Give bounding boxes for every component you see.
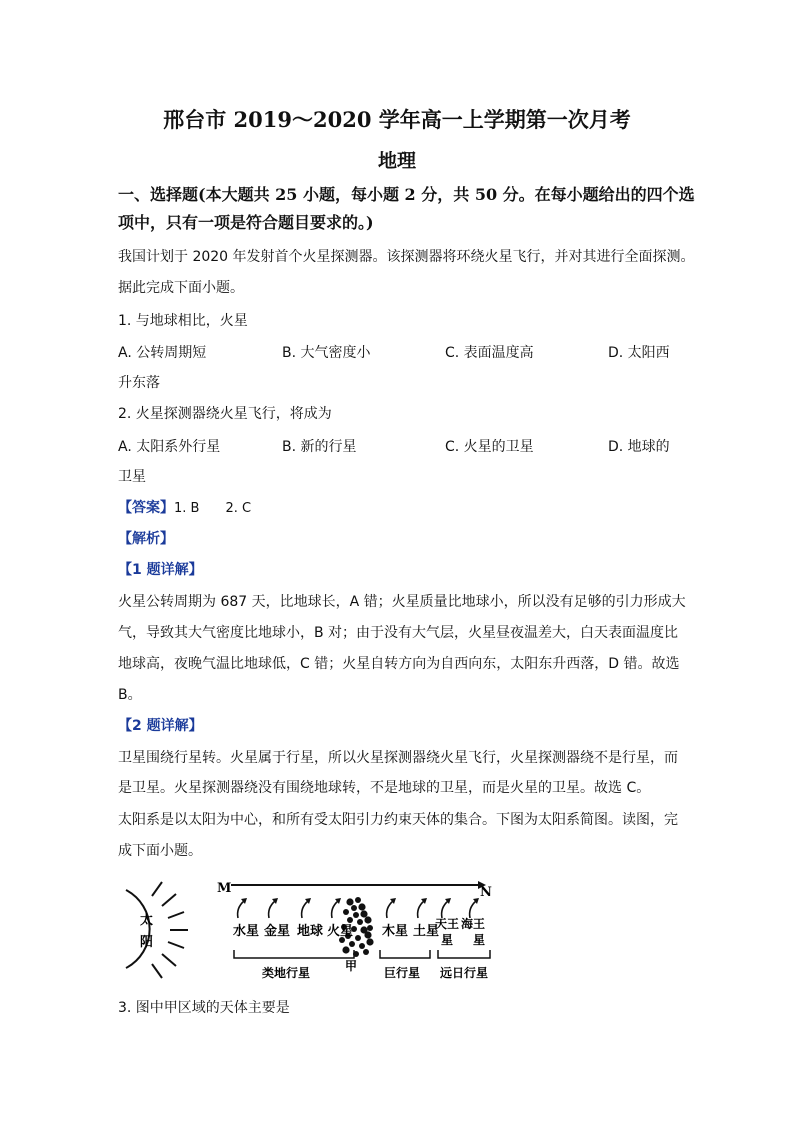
asteroid-dot bbox=[367, 925, 373, 931]
sun-icon bbox=[126, 882, 188, 978]
asteroid-dot bbox=[343, 909, 349, 915]
planet-label-venus: 金星 bbox=[264, 924, 291, 939]
analysis-label: 【解析】 bbox=[118, 531, 174, 547]
q1-option-a: A. 公转周期短 bbox=[118, 345, 207, 361]
q2-option-c: C. 火星的卫星 bbox=[445, 439, 534, 455]
detail2-line1: 卫星围绕行星转。火星属于行星，所以火星探测器绕火星飞行，火星探测器绕不是行星，而 bbox=[118, 750, 678, 766]
asteroid-dot bbox=[363, 949, 369, 955]
section-heading-line2: 项中，只有一项是符合题目要求的。) bbox=[118, 213, 374, 232]
planet-label-saturn: 土星 bbox=[413, 924, 440, 939]
detail1-line4: B。 bbox=[118, 687, 142, 703]
planet-label-neptune-2: 星 bbox=[473, 933, 486, 947]
answer-line bbox=[118, 498, 683, 519]
orbit-arrow-4 bbox=[387, 901, 393, 918]
orbit-arrow-1 bbox=[269, 901, 275, 918]
asteroid-dot bbox=[357, 919, 363, 925]
q2-option-d-cont: 卫星 bbox=[118, 469, 146, 485]
q2-option-b: B. 新的行星 bbox=[282, 439, 357, 455]
bracket-outer bbox=[438, 950, 490, 958]
planet-label-uranus-2: 星 bbox=[441, 933, 454, 947]
orbit-arrow-2 bbox=[302, 901, 308, 918]
q1-option-d: D. 太阳西 bbox=[608, 345, 670, 361]
detail1-line1: 火星公转周期为 687 天，比地球长，A 错；火星质量比地球小，所以没有足够的引力形成大 bbox=[118, 594, 686, 610]
planet-label-uranus-1: 天王 bbox=[435, 917, 460, 931]
planet-label-mars: 火星 bbox=[327, 924, 354, 939]
sun-label-1: 太 bbox=[140, 913, 154, 928]
orbit-arrow-7 bbox=[470, 901, 476, 918]
asteroid-dot bbox=[349, 941, 355, 947]
group-label-outer: 远日行星 bbox=[440, 966, 489, 980]
asteroid-dot bbox=[353, 912, 359, 918]
asteroid-dot bbox=[351, 905, 357, 911]
asteroid-dot bbox=[359, 943, 365, 949]
asteroid-dot bbox=[347, 917, 353, 923]
passage1-line2: 据此完成下面小题。 bbox=[118, 280, 244, 296]
planet-label-jupiter: 木星 bbox=[382, 924, 409, 939]
solar-system-diagram bbox=[118, 872, 508, 984]
planet-label-neptune-1: 海王 bbox=[461, 917, 486, 931]
section-heading-line1: 一、选择题(本大题共 25 小题，每小题 2 分，共 50 分。在每小题给出的四个选 bbox=[118, 185, 695, 204]
planet-label-earth: 地球 bbox=[297, 924, 324, 939]
detail1-line2: 气，导致其大气密度比地球小，B 对；由于没有大气层，火星昼夜温差大，白天表面温度比 bbox=[118, 625, 679, 641]
orbit-arrow-6 bbox=[442, 901, 448, 918]
q1-stem: 1. 与地球相比，火星 bbox=[118, 313, 248, 329]
asteroid-dot bbox=[360, 910, 367, 917]
arrow-start-label: M bbox=[217, 881, 232, 896]
sun-label-2: 阳 bbox=[140, 935, 154, 950]
q2-stem: 2. 火星探测器绕火星飞行，将成为 bbox=[118, 406, 332, 422]
asteroid-dot bbox=[364, 916, 371, 923]
passage2-line1: 太阳系是以太阳为中心，和所有受太阳引力约束天体的集合。下图为太阳系简图。读图，完 bbox=[118, 812, 678, 828]
asteroid-dot bbox=[342, 946, 349, 953]
q1-option-d-cont: 升东落 bbox=[118, 375, 160, 391]
detail1-label: 【1 题详解】 bbox=[118, 562, 203, 578]
orbit-arrow-0 bbox=[238, 901, 244, 918]
passage1-line1: 我国计划于 2020 年发射首个火星探测器。该探测器将环绕火星飞行，并对其进行全面探测。 bbox=[118, 249, 695, 265]
q2-option-a: A. 太阳系外行星 bbox=[118, 439, 221, 455]
q3-stem: 3. 图中甲区域的天体主要是 bbox=[118, 1000, 290, 1016]
bracket-giant bbox=[380, 950, 430, 958]
orbit-arrow-3 bbox=[332, 901, 338, 918]
bracket-terrestrial bbox=[234, 950, 354, 958]
group-label-terrestrial: 类地行星 bbox=[262, 966, 311, 980]
asteroid-dot bbox=[346, 898, 353, 905]
orbit-arrow-5 bbox=[418, 901, 424, 918]
q1-option-c: C. 表面温度高 bbox=[445, 345, 534, 361]
planet-label-mercury: 水星 bbox=[233, 924, 260, 939]
subject-title: 地理 bbox=[377, 150, 416, 172]
asteroid-dot bbox=[364, 931, 371, 938]
passage2-line2: 成下面小题。 bbox=[118, 843, 202, 859]
group-label-giant: 巨行星 bbox=[384, 966, 421, 980]
arrow-end-label: N bbox=[480, 885, 492, 900]
exam-title: 邢台市 2019～2020 学年高一上学期第一次月考 bbox=[163, 107, 631, 132]
asteroid-dot bbox=[366, 938, 373, 945]
asteroid-dot bbox=[355, 897, 361, 903]
asteroid-dot bbox=[358, 903, 365, 910]
belt-label: 甲 bbox=[345, 959, 358, 973]
detail1-line3: 地球高，夜晚气温比地球低，C 错；火星自转方向为自西向东，太阳东升西落，D 错。故选 bbox=[118, 656, 680, 672]
answer-text: 1. B 2. C bbox=[174, 501, 252, 516]
q1-option-b: B. 大气密度小 bbox=[282, 345, 371, 361]
q2-option-d: D. 地球的 bbox=[608, 439, 670, 455]
detail2-label: 【2 题详解】 bbox=[118, 718, 203, 734]
detail2-line2: 是卫星。火星探测器绕没有围绕地球转，不是地球的卫星，而是火星的卫星。故选 C。 bbox=[118, 780, 651, 796]
answer-label: 【答案】 bbox=[118, 500, 174, 516]
asteroid-dot bbox=[355, 935, 361, 941]
